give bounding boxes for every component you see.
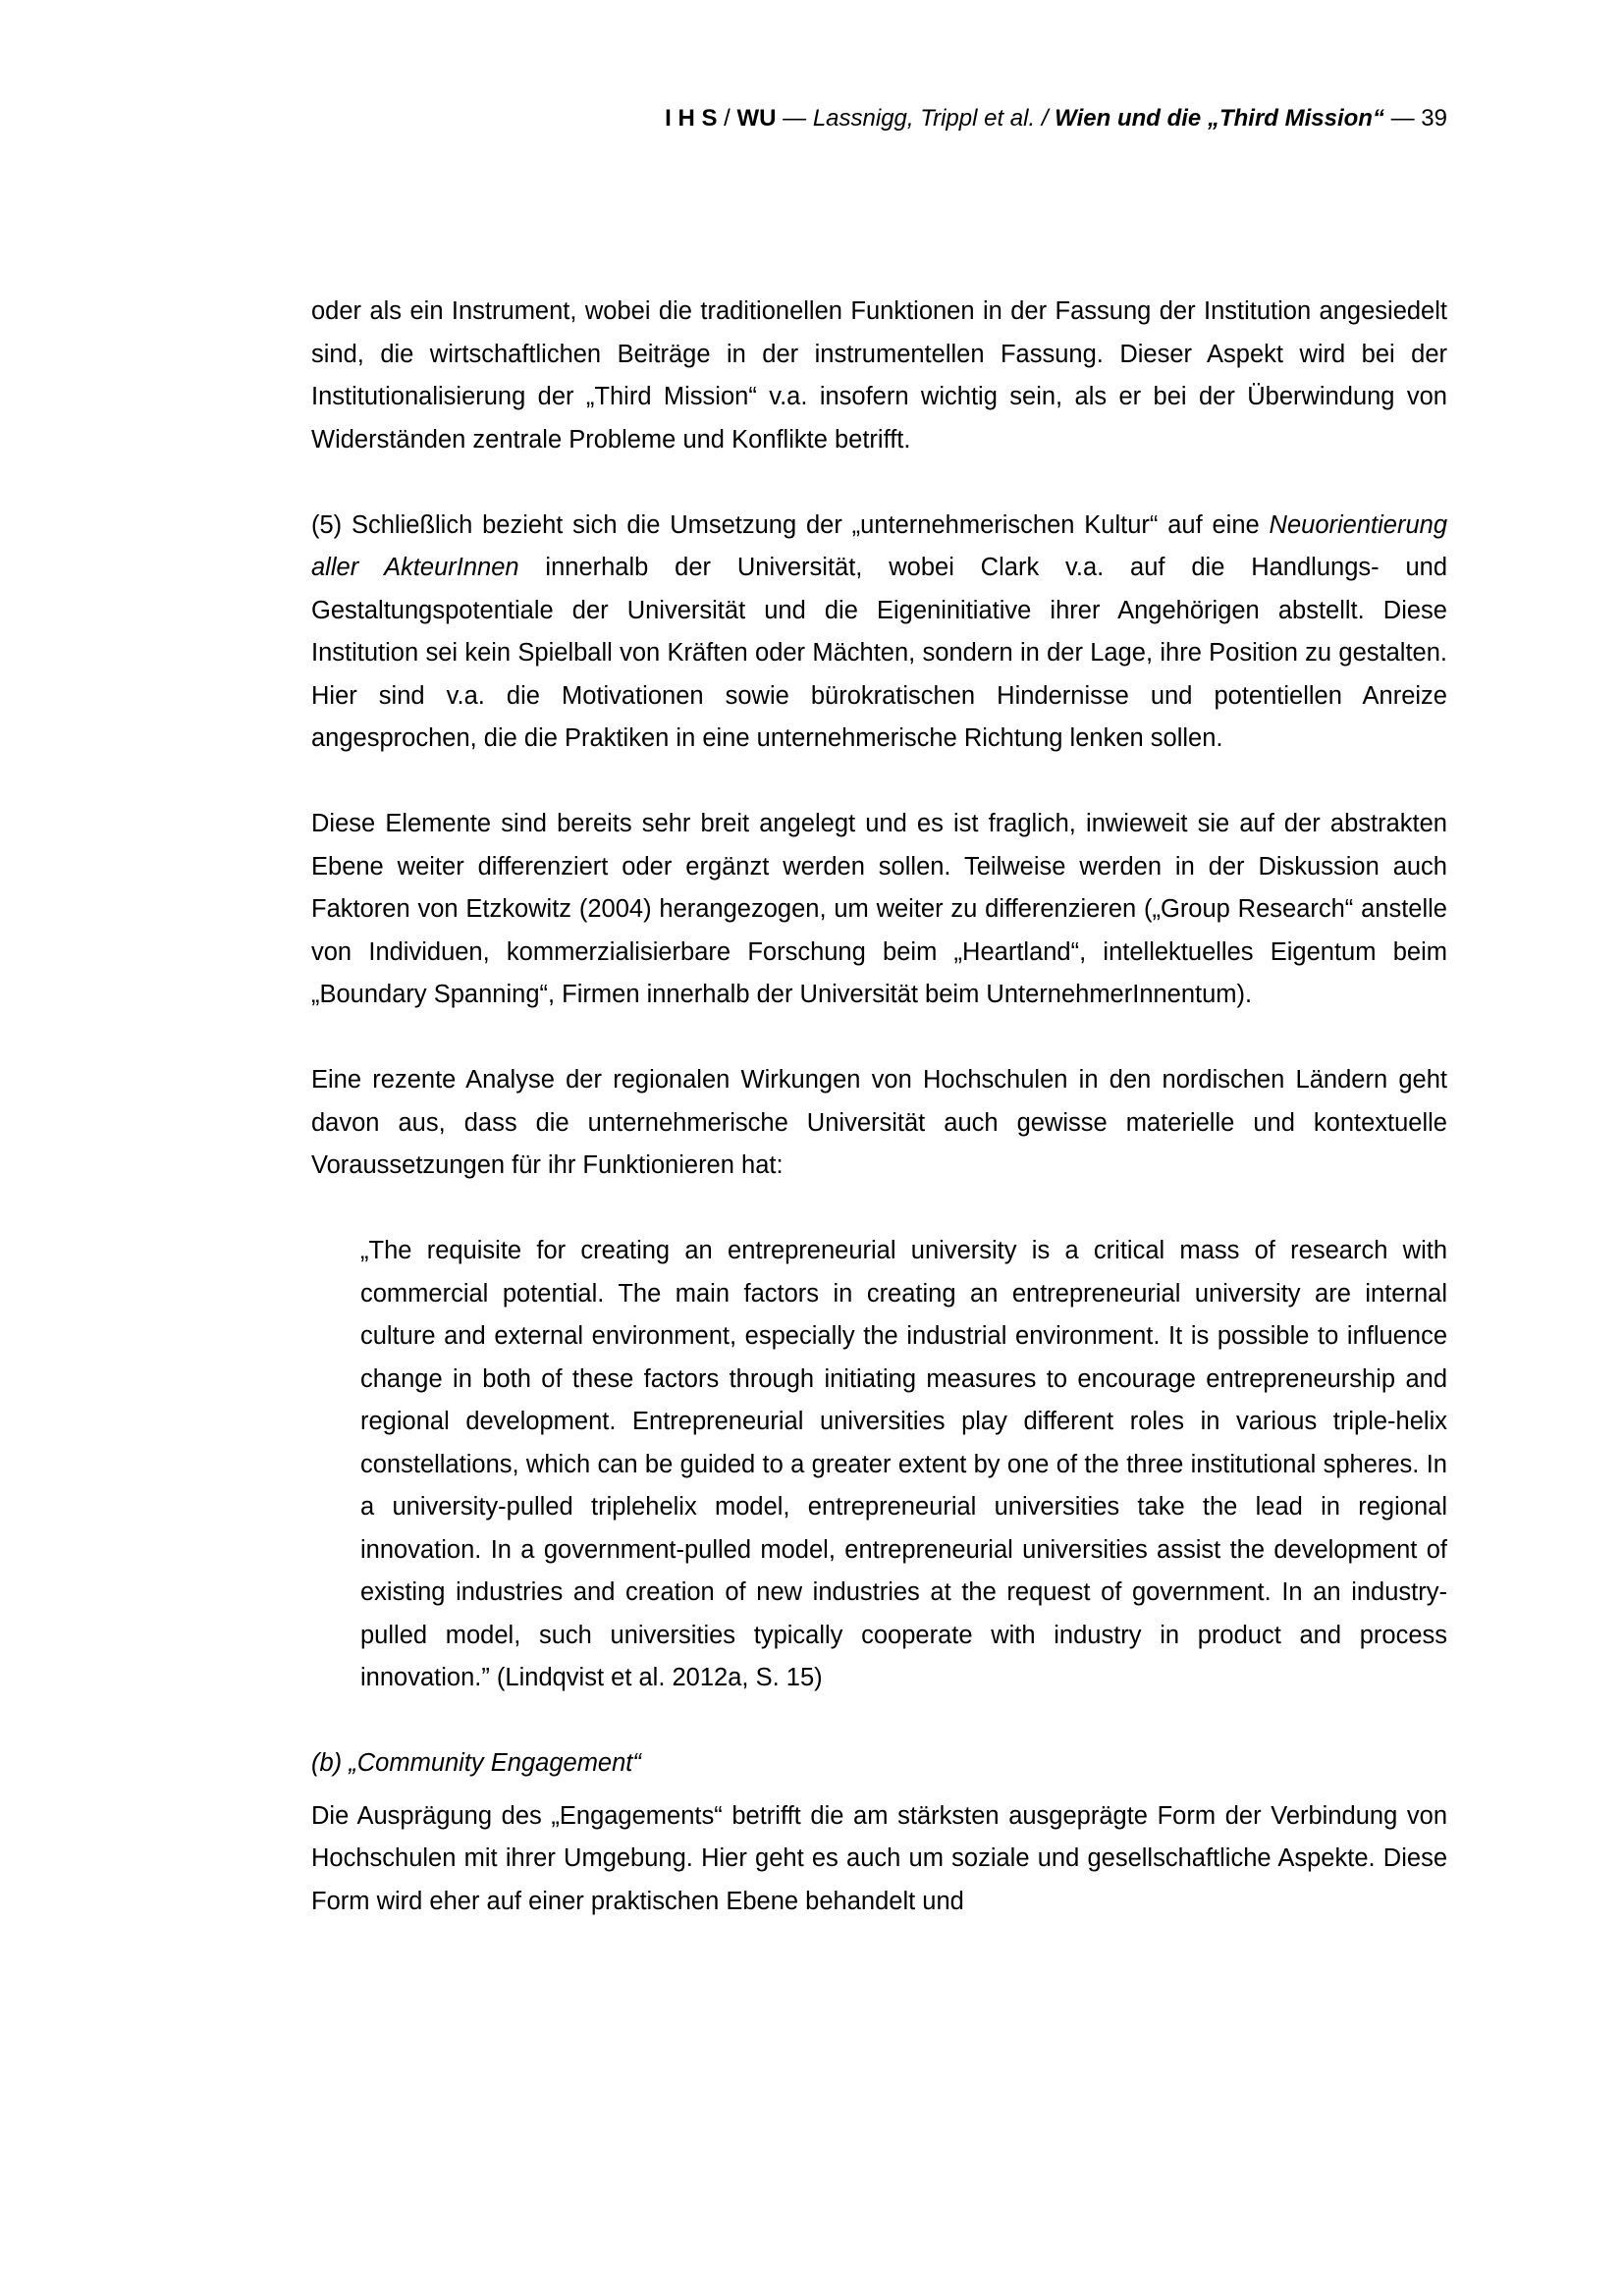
header-separator: — [1383,105,1422,132]
document-body [311,291,1447,1923]
page-number: 39 [1421,105,1447,132]
header-separator: / [1035,105,1056,132]
paragraph-2-end: innerhalb der Universität, wobei Clark v.a. auf die Handlungs- und Gestaltungspotentiale der Universität und die Eigeninitiative ihrer Angehörigen abstellt. Diese Institution sei kein Spielball von Kräften oder Mächten, sondern in der Lage, ihre Position zu gestalten. Hier sind v.a. die Motivationen sowie bürokratischen Hindernisse und potentiellen Anreize angesprochen, die die Praktiken in eine unternehmerische Richtung lenken sollen. [311,554,1447,752]
header-separator: — [776,105,813,132]
header-authors: Lassnigg, Trippl et al. [812,105,1036,132]
header-org-ihs: I H S [665,105,718,132]
header-org-wu: WU [736,105,777,132]
paragraph-2-emphasis: Neuorientierung aller AkteurInnen [311,510,1447,581]
paragraph-2-start: (5) Schließlich bezieht sich die Umsetzung der „unternehmerischen Kultur“ auf eine [311,510,1270,539]
block-quote: „The requisite for creating an entrepreneurial university is a critical mass of research with commercial potential. The main factors in creating an entrepreneurial university are internal culture and external environment, especially the industrial environment. It is possible to influence change in both of these factors through initiating measures to encourage entrepreneurship and regional development. Entrepreneurial universities play different roles in various triple-helix constellations, which can be guided to a greater extent by one of the three institutional spheres. In a university-pulled triplehelix model, entrepreneurial universities take the lead in regional innovation. In a government-pulled model, entrepreneurial universities assist the development of existing industries and creation of new industries at the request of government. In an industry-pulled model, such universities typically cooperate with industry in product and process innovation.” (Lindqvist et al. 2012a, S. 15) [360,1237,1447,1691]
section-subheading: (b) „Community Engagement“ [311,1749,641,1777]
paragraph-4: Eine rezente Analyse der regionalen Wirkungen von Hochschulen in den nordischen Ländern geht davon aus, dass die unternehmerische Universität auch gewisse materielle und kontextuelle Voraussetzungen für ihr Funktionieren hat: [311,1066,1447,1179]
paragraph-5: Die Ausprägung des „Engagements“ betrifft die am stärksten ausgeprägte Form der Verbindung von Hochschulen mit ihrer Umgebung. Hier geht es auch um soziale und gesellschaftliche Aspekte. Diese Form wird eher auf einer praktischen Ebene behandelt und [311,1801,1447,1915]
paragraph-1: oder als ein Instrument, wobei die traditionellen Funktionen in der Fassung der Institution angesiedelt sind, die wirtschaftlichen Beiträge in der instrumentellen Fassung. Dieser Aspekt wird bei der Institutionalisierung der „Third Mission“ v.a. insofern wichtig sein, als er bei der Überwindung von Widerständen zentrale Probleme und Konflikte betrifft. [311,297,1447,454]
paragraph-2 [311,505,1447,761]
running-header [665,99,1447,138]
header-title: Wien und die „Third Mission“ [1055,105,1384,132]
header-separator: / [717,105,737,132]
paragraph-3: Diese Elemente sind bereits sehr breit angelegt und es ist fraglich, inwieweit sie auf der abstrakten Ebene weiter differenziert oder ergänzt werden sollen. Teilweise werden in der Diskussion auch Faktoren von Etzkowitz (2004) herangezogen, um weiter zu differenzieren („Group Research“ anstelle von Individuen, kommerzialisierbare Forschung beim „Heartland“, intellektuelles Eigentum beim „Boundary Spanning“, Firmen innerhalb der Universität beim UnternehmerInnentum). [311,810,1447,1008]
